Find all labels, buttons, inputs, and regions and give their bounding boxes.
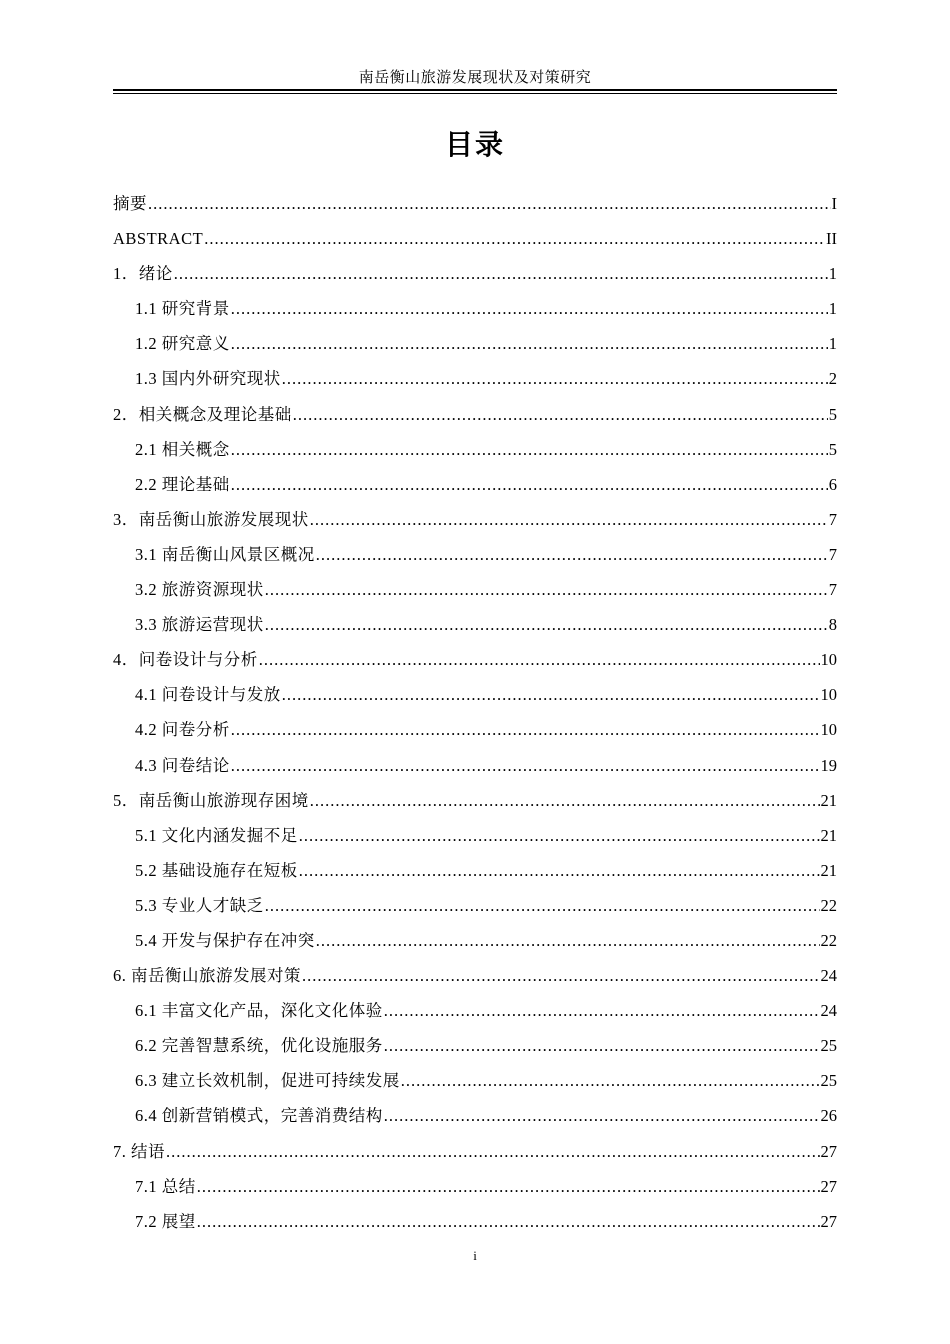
toc-entry-page: 27 bbox=[820, 1211, 837, 1231]
toc-entry-section-5-4[interactable] bbox=[113, 923, 837, 958]
toc-entry-section-4-3[interactable] bbox=[113, 748, 837, 783]
table-of-contents bbox=[113, 186, 837, 1239]
toc-dot-leader bbox=[231, 291, 828, 326]
toc-entry-label: 2.1 相关概念 bbox=[135, 439, 230, 459]
toc-entry-label: 3.1 南岳衡山风景区概况 bbox=[135, 544, 315, 564]
toc-entry-section-1-2[interactable] bbox=[113, 326, 837, 361]
page-number: i bbox=[473, 1248, 477, 1263]
toc-entry-page: 27 bbox=[820, 1176, 837, 1196]
toc-entry-section-5-3[interactable] bbox=[113, 888, 837, 923]
toc-entry-section-7-2[interactable] bbox=[113, 1204, 837, 1239]
toc-entry-label: 6. 南岳衡山旅游发展对策 bbox=[113, 966, 301, 986]
toc-entry-chapter-2[interactable] bbox=[113, 397, 837, 432]
toc-entry-label: 2．相关概念及理论基础 bbox=[113, 404, 292, 424]
toc-entry-chapter-7[interactable] bbox=[113, 1134, 837, 1169]
toc-entry-label: 7.2 展望 bbox=[135, 1211, 196, 1231]
toc-entry-label: 4.2 问卷分析 bbox=[135, 720, 230, 740]
toc-dot-leader bbox=[265, 607, 828, 642]
toc-dot-leader bbox=[310, 783, 820, 818]
header-rule-thick bbox=[113, 89, 837, 91]
toc-entry-page: 1 bbox=[828, 299, 837, 319]
toc-entry-label: ABSTRACT bbox=[113, 229, 204, 249]
toc-entry-section-4-2[interactable] bbox=[113, 712, 837, 747]
toc-dot-leader bbox=[316, 537, 828, 572]
toc-title: 目录 bbox=[444, 128, 505, 161]
toc-entry-label: 6.3 建立长效机制，促进可持续发展 bbox=[135, 1071, 400, 1091]
toc-entry-label: 4.1 问卷设计与发放 bbox=[135, 685, 281, 705]
toc-dot-leader bbox=[310, 502, 828, 537]
toc-entry-label: 6.2 完善智慧系统，优化设施服务 bbox=[135, 1036, 383, 1056]
toc-entry-page: 24 bbox=[820, 966, 837, 986]
toc-entry-label: 4.3 问卷结论 bbox=[135, 755, 230, 775]
toc-dot-leader bbox=[384, 1028, 820, 1063]
toc-entry-section-3-1[interactable] bbox=[113, 537, 837, 572]
toc-entry-section-6-3[interactable] bbox=[113, 1063, 837, 1098]
toc-entry-page: 8 bbox=[828, 615, 837, 635]
toc-entry-page: 19 bbox=[820, 755, 837, 775]
toc-entry-section-5-1[interactable] bbox=[113, 818, 837, 853]
toc-entry-section-6-1[interactable] bbox=[113, 993, 837, 1028]
toc-dot-leader bbox=[174, 256, 828, 291]
toc-dot-leader bbox=[316, 923, 820, 958]
toc-dot-leader bbox=[231, 432, 828, 467]
toc-dot-leader bbox=[302, 958, 820, 993]
toc-entry-page: 21 bbox=[820, 825, 837, 845]
toc-entry-label: 5．南岳衡山旅游现存困境 bbox=[113, 790, 309, 810]
toc-dot-leader bbox=[231, 712, 820, 747]
toc-entry-page: 5 bbox=[828, 439, 837, 459]
toc-entry-section-6-4[interactable] bbox=[113, 1098, 837, 1133]
toc-entry-page: II bbox=[826, 229, 837, 249]
toc-entry-abstract-en[interactable] bbox=[113, 221, 837, 256]
toc-entry-section-3-2[interactable] bbox=[113, 572, 837, 607]
toc-entry-page: 6 bbox=[828, 474, 837, 494]
toc-dot-leader bbox=[265, 572, 828, 607]
toc-dot-leader bbox=[197, 1169, 820, 1204]
toc-entry-page: 10 bbox=[820, 685, 837, 705]
toc-entry-label: 1.3 国内外研究现状 bbox=[135, 369, 281, 389]
toc-entry-page: 10 bbox=[820, 720, 837, 740]
toc-entry-page: 22 bbox=[820, 930, 837, 950]
toc-entry-label: 1.1 研究背景 bbox=[135, 299, 230, 319]
toc-entry-page: 27 bbox=[820, 1141, 837, 1161]
toc-entry-label: 3.3 旅游运营现状 bbox=[135, 615, 264, 635]
toc-entry-label: 2.2 理论基础 bbox=[135, 474, 230, 494]
toc-dot-leader bbox=[259, 642, 820, 677]
toc-entry-chapter-3[interactable] bbox=[113, 502, 837, 537]
toc-entry-page: 26 bbox=[820, 1106, 837, 1126]
toc-entry-label: 1.2 研究意义 bbox=[135, 334, 230, 354]
toc-dot-leader bbox=[384, 993, 820, 1028]
toc-entry-page: 22 bbox=[820, 895, 837, 915]
toc-entry-page: 7 bbox=[828, 544, 837, 564]
running-header: 南岳衡山旅游发展现状及对策研究 bbox=[358, 70, 592, 86]
toc-entry-label: 7.1 总结 bbox=[135, 1176, 196, 1196]
toc-entry-page: 25 bbox=[820, 1036, 837, 1056]
toc-dot-leader bbox=[282, 361, 828, 396]
toc-entry-page: 2 bbox=[828, 369, 837, 389]
toc-entry-page: I bbox=[831, 194, 837, 213]
toc-entry-label: 5.3 专业人才缺乏 bbox=[135, 895, 264, 915]
toc-entry-chapter-5[interactable] bbox=[113, 783, 837, 818]
toc-entry-label: 4．问卷设计与分析 bbox=[113, 650, 258, 670]
toc-dot-leader bbox=[299, 818, 820, 853]
toc-dot-leader bbox=[166, 1134, 820, 1169]
toc-dot-leader bbox=[282, 677, 820, 712]
toc-dot-leader bbox=[231, 326, 828, 361]
toc-entry-section-7-1[interactable] bbox=[113, 1169, 837, 1204]
toc-entry-label: 5.4 开发与保护存在冲突 bbox=[135, 930, 315, 950]
toc-entry-page: 7 bbox=[828, 509, 837, 529]
toc-entry-section-1-1[interactable] bbox=[113, 291, 837, 326]
toc-dot-leader bbox=[384, 1098, 820, 1133]
toc-entry-section-1-3[interactable] bbox=[113, 361, 837, 396]
toc-dot-leader bbox=[231, 467, 828, 502]
toc-entry-page: 1 bbox=[828, 264, 837, 284]
toc-entry-section-4-1[interactable] bbox=[113, 677, 837, 712]
toc-entry-page: 7 bbox=[828, 580, 837, 600]
toc-dot-leader bbox=[231, 748, 820, 783]
toc-entry-label: 5.1 文化内涵发掘不足 bbox=[135, 825, 298, 845]
toc-entry-label: 1．绪论 bbox=[113, 264, 173, 284]
header-rule-thin bbox=[113, 93, 837, 94]
toc-entry-label: 摘要 bbox=[113, 194, 147, 213]
toc-entry-chapter-4[interactable] bbox=[113, 642, 837, 677]
toc-entry-page: 21 bbox=[820, 860, 837, 880]
toc-entry-label: 5.2 基础设施存在短板 bbox=[135, 860, 298, 880]
toc-dot-leader bbox=[148, 186, 831, 221]
toc-dot-leader bbox=[265, 888, 820, 923]
toc-entry-label: 3．南岳衡山旅游发展现状 bbox=[113, 509, 309, 529]
toc-entry-page: 10 bbox=[820, 650, 837, 670]
toc-dot-leader bbox=[299, 853, 820, 888]
toc-entry-page: 21 bbox=[820, 790, 837, 810]
toc-entry-label: 6.4 创新营销模式，完善消费结构 bbox=[135, 1106, 383, 1126]
toc-entry-label: 3.2 旅游资源现状 bbox=[135, 580, 264, 600]
toc-entry-page: 24 bbox=[820, 1001, 837, 1021]
toc-dot-leader bbox=[204, 221, 825, 256]
toc-dot-leader bbox=[197, 1204, 820, 1239]
toc-entry-section-2-2[interactable] bbox=[113, 467, 837, 502]
toc-entry-chapter-1[interactable] bbox=[113, 256, 837, 291]
toc-entry-section-2-1[interactable] bbox=[113, 432, 837, 467]
toc-dot-leader bbox=[293, 397, 828, 432]
toc-entry-page: 1 bbox=[828, 334, 837, 354]
toc-entry-section-6-2[interactable] bbox=[113, 1028, 837, 1063]
toc-entry-section-3-3[interactable] bbox=[113, 607, 837, 642]
toc-entry-page: 25 bbox=[820, 1071, 837, 1091]
toc-entry-section-5-2[interactable] bbox=[113, 853, 837, 888]
toc-entry-label: 7. 结语 bbox=[113, 1141, 165, 1161]
toc-entry-label: 6.1 丰富文化产品，深化文化体验 bbox=[135, 1001, 383, 1021]
toc-entry-abstract-cn[interactable] bbox=[113, 186, 837, 221]
toc-entry-chapter-6[interactable] bbox=[113, 958, 837, 993]
toc-entry-page: 5 bbox=[828, 404, 837, 424]
toc-dot-leader bbox=[401, 1063, 820, 1098]
